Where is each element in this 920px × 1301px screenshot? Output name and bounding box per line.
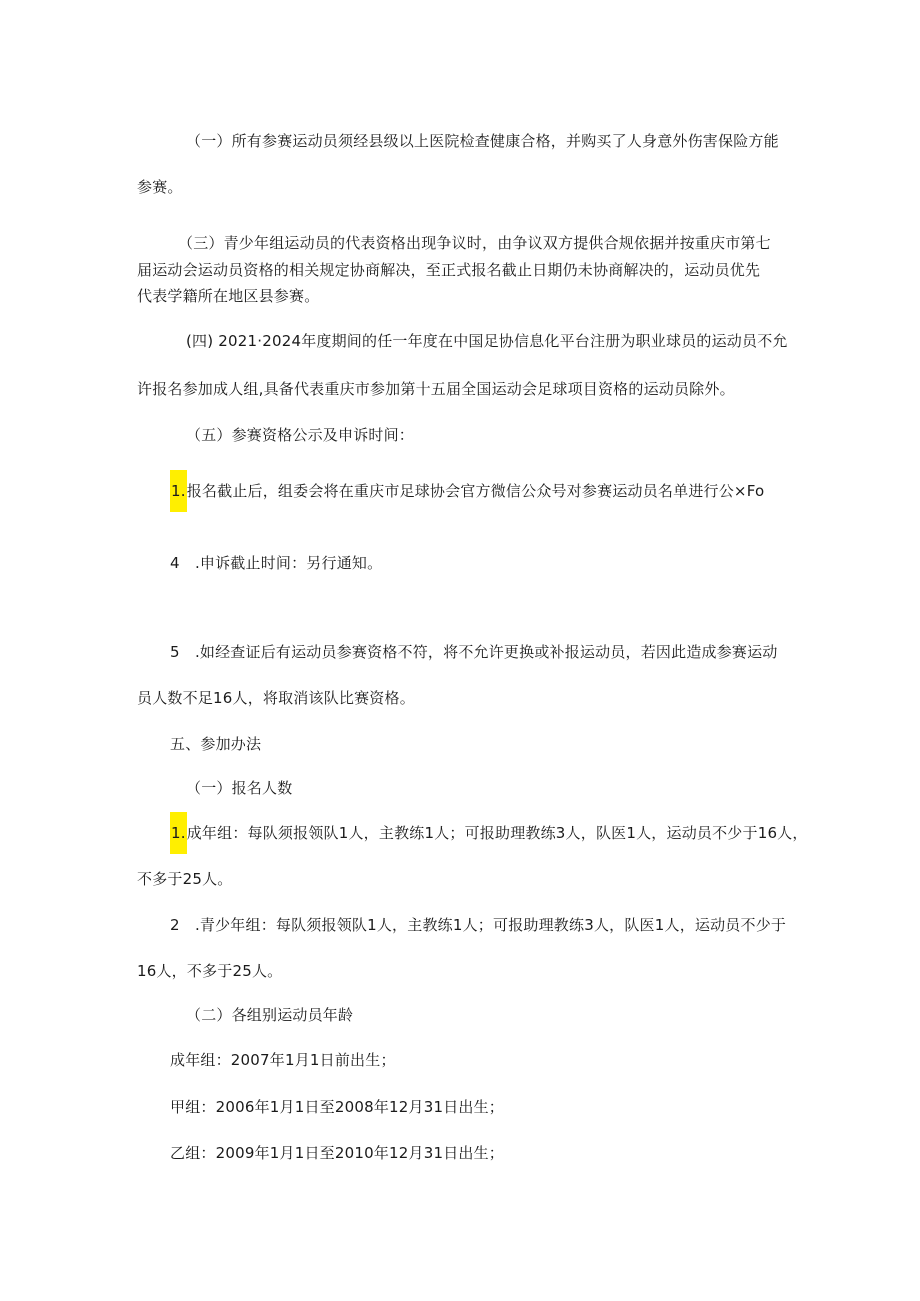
subheading-age-by-group: （二）各组别运动员年龄 <box>186 1006 354 1024</box>
paragraph-pro-player-line-2: 许报名参加成人组,具备代表重庆市参加第十五届全国运动会足球项目资格的运动员除外。 <box>137 380 735 398</box>
paragraph-youth-eligibility-line-1: （三）青少年组运动员的代表资格出现争议时，由争议双方提供合规依据并按重庆市第七 <box>178 234 771 252</box>
paragraph-eligibility-mismatch-line-1: 5 .如经查证后有运动员参赛资格不符，将不允许更换或补报运动员，若因此造成参赛运动 <box>170 643 778 661</box>
subheading-registration-count: （一）报名人数 <box>186 779 293 797</box>
paragraph-health-line-2: 参赛。 <box>137 178 183 196</box>
paragraph-health-line-1: （一）所有参赛运动员须经县级以上医院检查健康合格，并购买了人身意外伤害保险方能 <box>186 132 779 150</box>
age-rule-group-a: 甲组：2006年1月1日至2008年12月31日出生； <box>170 1098 505 1116</box>
paragraph-adult-group-line-1-text: 成年组：每队须报领队1人，主教练1人；可报助理教练3人，队医1人，运动员不少于16人， <box>186 824 808 842</box>
paragraph-youth-eligibility-line-2: 届运动会运动员资格的相关规定协商解决，至正式报名截止日期仍未协商解决的，运动员优先 <box>137 261 761 279</box>
heading-eligibility-publication: （五）参赛资格公示及申诉时间： <box>186 426 415 444</box>
age-rule-adult: 成年组：2007年1月1日前出生； <box>170 1051 396 1069</box>
paragraph-youth-group-line-1: 2 .青少年组：每队须报领队1人，主教练1人；可报助理教练3人，队医1人，运动员不少于 <box>170 916 787 934</box>
paragraph-eligibility-mismatch-line-2: 员人数不足16人，将取消该队比赛资格。 <box>137 689 415 707</box>
section-heading-participation: 五、参加办法 <box>170 735 262 753</box>
paragraph-adult-group-line-2: 不多于25人。 <box>137 870 233 888</box>
paragraph-youth-eligibility-line-3: 代表学籍所在地区县参赛。 <box>137 287 320 305</box>
paragraph-youth-group-line-2: 16人，不多于25人。 <box>137 962 283 980</box>
paragraph-appeal-deadline: 4 .申诉截止时间：另行通知。 <box>170 554 383 572</box>
highlight-marker: 1. <box>170 470 187 512</box>
paragraph-publication-item-1 <box>170 480 764 502</box>
age-rule-group-b: 乙组：2009年1月1日至2010年12月31日出生； <box>170 1144 505 1162</box>
paragraph-adult-group-line-1 <box>170 822 808 844</box>
highlight-marker: 1. <box>170 812 187 854</box>
paragraph-pro-player-line-1: (四) 2021·2024年度期间的任一年度在中国足协信息化平台注册为职业球员的运动员不允 <box>186 332 788 350</box>
paragraph-publication-item-1-text: 报名截止后，组委会将在重庆市足球协会官方微信公众号对参赛运动员名单进行公×Fo <box>186 482 765 500</box>
